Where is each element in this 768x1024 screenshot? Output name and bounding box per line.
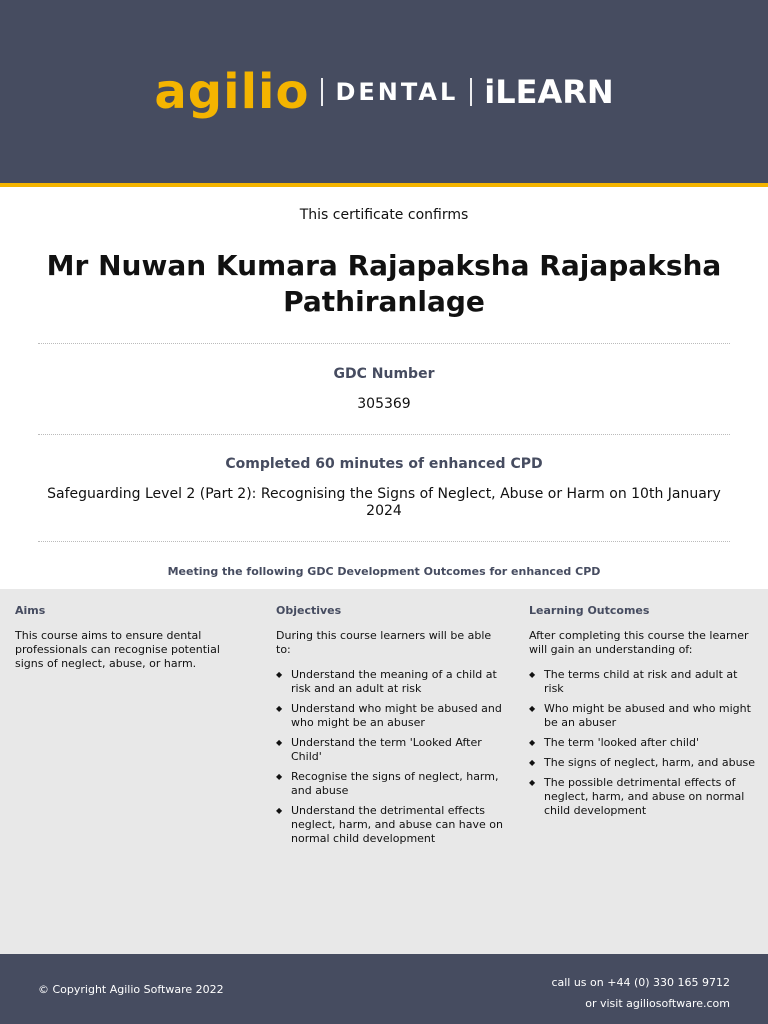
logo-divider [321,78,323,106]
list-item [529,702,759,730]
list-item-text: The signs of neglect, harm, and abuse [544,756,756,769]
diamond-bullet-icon: ◆ [276,670,283,679]
objectives-intro: During this course learners will be able to: [276,629,492,656]
list-item [276,804,506,846]
recipient-name: Mr Nuwan Kumara Rajapaksha Rajapaksha Pathiranlage [46,249,722,318]
learning-outcomes-list [529,668,759,818]
objectives-title: Objectives [276,604,342,617]
gdc-number: 305369 [357,396,411,412]
aims-title: Aims [15,604,46,617]
diamond-bullet-icon: ◆ [529,704,536,713]
objectives-column [276,604,506,852]
divider [38,434,730,435]
diamond-bullet-icon: ◆ [529,758,536,767]
confirms-text: This certificate confirms [299,207,469,223]
gdc-label: GDC Number [333,366,435,382]
list-item [276,736,506,764]
website-link[interactable]: or visit agiliosoftware.com [585,997,730,1010]
logo-brand: agilio [154,64,310,120]
diamond-bullet-icon: ◆ [276,738,283,747]
learning-outcomes-intro: After completing this course the learner will gain an understanding of: [529,629,749,656]
list-item-text: Understand who might be abused and who might be an abuser [291,702,502,729]
logo-product: DENTAL [335,78,459,106]
divider [38,541,730,542]
divider [38,343,730,344]
list-item-text: Recognise the signs of neglect, harm, and abuse [291,770,499,797]
logo-divider [470,78,472,106]
aims-text: This course aims to ensure dental professionals can recognise potential signs of neglect, abuse, or harm. [15,629,220,670]
list-item [529,668,759,696]
outcomes-title: Meeting the following GDC Development Outcomes for enhanced CPD [167,565,601,578]
learning-outcomes-column [529,604,759,824]
diamond-bullet-icon: ◆ [529,670,536,679]
diamond-bullet-icon: ◆ [529,778,536,787]
list-item-text: Understand the meaning of a child at risk and an adult at risk [291,668,497,695]
footer [0,954,768,1024]
objectives-list [276,668,506,846]
diamond-bullet-icon: ◆ [276,806,283,815]
diamond-bullet-icon: ◆ [529,738,536,747]
logo-platform: iLEARN [484,73,614,111]
list-item [529,756,759,770]
learning-outcomes-title: Learning Outcomes [529,604,650,617]
list-item-text: Who might be abused and who might be an abuser [544,702,751,729]
phone-link[interactable]: call us on +44 (0) 330 165 9712 [551,976,730,989]
logo [0,62,768,122]
list-item [529,776,759,818]
list-item-text: Understand the detrimental effects neglect, harm, and abuse can have on normal child development [291,804,503,845]
list-item [276,770,506,798]
list-item [276,668,506,696]
diamond-bullet-icon: ◆ [276,772,283,781]
list-item-text: The possible detrimental effects of neglect, harm, and abuse on normal child development [544,776,745,817]
list-item-text: Understand the term 'Looked After Child' [291,736,482,763]
list-item [276,702,506,730]
aims-column [15,604,230,682]
list-item [529,736,759,750]
copyright: © Copyright Agilio Software 2022 [38,983,224,996]
list-item-text: The terms child at risk and adult at risk [544,668,738,695]
diamond-bullet-icon: ◆ [276,704,283,713]
contact-info [551,972,730,1014]
list-item-text: The term 'looked after child' [544,736,699,749]
course-title: Safeguarding Level 2 (Part 2): Recognising the Signs of Neglect, Abuse or Harm on 10th January 2024 [47,486,721,519]
header-accent-bar [0,183,768,187]
cpd-label: Completed 60 minutes of enhanced CPD [225,456,543,472]
